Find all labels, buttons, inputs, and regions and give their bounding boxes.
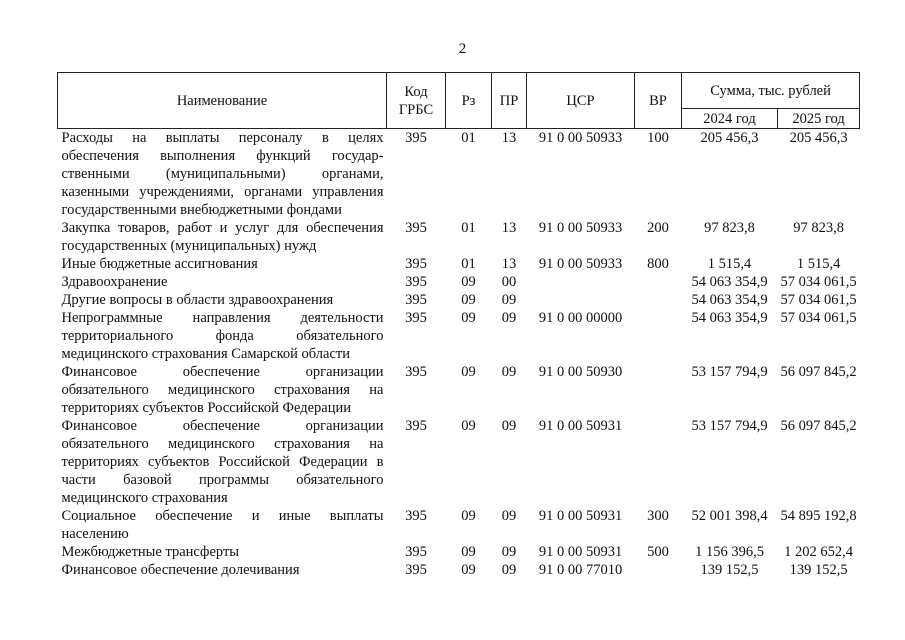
header-sum: Сумма, тыс. рублей bbox=[682, 73, 860, 109]
table-row bbox=[58, 291, 860, 309]
row-amount-2025: 57 034 061,5 bbox=[780, 292, 857, 308]
row-vr bbox=[635, 561, 682, 579]
row-pr: 09 bbox=[501, 418, 517, 434]
row-csr: 91 0 00 50933 bbox=[538, 130, 623, 146]
row-name: Здравоохранение bbox=[61, 274, 168, 290]
row-grbs: 395 bbox=[405, 256, 427, 272]
header-year-2025: 2025 год bbox=[778, 109, 860, 129]
row-vr bbox=[635, 363, 682, 417]
row-amount-2024: 52 001 398,4 bbox=[691, 508, 768, 524]
row-csr bbox=[527, 273, 635, 291]
row-grbs: 395 bbox=[405, 562, 427, 578]
row-vr: 500 bbox=[647, 544, 669, 560]
row-amount-2025: 57 034 061,5 bbox=[780, 274, 857, 290]
row-amount-2024: 1 515,4 bbox=[707, 256, 752, 272]
table-row bbox=[58, 363, 860, 417]
row-rz: 09 bbox=[461, 364, 476, 380]
row-amount-2024: 97 823,8 bbox=[704, 220, 755, 236]
row-amount-2025: 1 202 652,4 bbox=[784, 544, 853, 560]
row-pr: 00 bbox=[501, 274, 517, 290]
header-vr: ВР bbox=[635, 73, 682, 129]
row-amount-2025: 97 823,8 bbox=[793, 220, 844, 236]
row-name: Межбюджетные трансферты bbox=[61, 544, 240, 560]
row-csr: 91 0 00 77010 bbox=[538, 562, 623, 578]
row-csr: 91 0 00 50930 bbox=[538, 364, 623, 380]
row-rz: 09 bbox=[461, 544, 476, 560]
row-pr: 09 bbox=[501, 292, 517, 308]
row-amount-2025: 56 097 845,2 bbox=[780, 364, 857, 380]
row-name: Другие вопросы в области здравоохранения bbox=[61, 292, 334, 308]
header-name: Наименование bbox=[58, 73, 387, 129]
row-vr bbox=[635, 417, 682, 507]
table-row bbox=[58, 507, 860, 543]
row-rz: 09 bbox=[461, 418, 476, 434]
header-csr: ЦСР bbox=[527, 73, 635, 129]
row-csr bbox=[527, 291, 635, 309]
row-name: Закупка товаров, работ и услуг для обеспечения государственных (муниципальных) нужд bbox=[61, 220, 384, 254]
row-vr: 300 bbox=[647, 508, 669, 524]
table-row bbox=[58, 129, 860, 220]
row-amount-2024: 53 157 794,9 bbox=[691, 418, 768, 434]
table-row bbox=[58, 273, 860, 291]
row-grbs: 395 bbox=[405, 130, 427, 146]
row-amount-2024: 205 456,3 bbox=[700, 130, 759, 146]
row-csr: 91 0 00 50933 bbox=[538, 220, 623, 236]
row-vr bbox=[635, 273, 682, 291]
row-rz: 01 bbox=[461, 130, 476, 146]
row-rz: 09 bbox=[461, 562, 476, 578]
row-grbs: 395 bbox=[405, 220, 427, 236]
table-body bbox=[58, 129, 860, 580]
table-row bbox=[58, 417, 860, 507]
row-vr bbox=[635, 291, 682, 309]
table-row bbox=[58, 219, 860, 255]
row-grbs: 395 bbox=[405, 544, 427, 560]
table-row bbox=[58, 255, 860, 273]
row-pr: 09 bbox=[501, 364, 517, 380]
row-pr: 13 bbox=[501, 256, 517, 272]
row-name: Иные бюджетные ассигнования bbox=[61, 256, 258, 272]
row-rz: 01 bbox=[461, 256, 476, 272]
row-amount-2025: 56 097 845,2 bbox=[780, 418, 857, 434]
row-vr: 200 bbox=[647, 220, 669, 236]
row-pr: 09 bbox=[501, 562, 517, 578]
row-name: Финансовое обеспечение организации обязательного медицинского страхования на территориях субъектов Российской Федерации в части базовой программы обязательного медицинского страхования bbox=[61, 418, 384, 506]
row-rz: 01 bbox=[461, 220, 476, 236]
row-rz: 09 bbox=[461, 310, 476, 326]
row-amount-2024: 139 152,5 bbox=[700, 562, 759, 578]
row-grbs: 395 bbox=[405, 364, 427, 380]
row-csr: 91 0 00 50931 bbox=[538, 508, 623, 524]
page-number: 2 bbox=[458, 41, 467, 57]
row-name: Расходы на выплаты персоналу в целях обеспечения выполнения функций государ-ственными (муниципальными) органами, казенными учреждениями, органами управления государственными внебюджетными фондами bbox=[61, 130, 384, 218]
row-amount-2024: 1 156 396,5 bbox=[695, 544, 764, 560]
header-pr: ПР bbox=[492, 73, 527, 129]
table-header-row bbox=[58, 73, 860, 109]
row-grbs: 395 bbox=[405, 292, 427, 308]
row-amount-2025: 139 152,5 bbox=[789, 562, 848, 578]
row-vr: 100 bbox=[647, 130, 669, 146]
row-name: Непрограммные направления деятельности территориального фонда обязательного медицинского страхования Самарской области bbox=[61, 310, 384, 362]
row-csr: 91 0 00 00000 bbox=[538, 310, 623, 326]
row-vr: 800 bbox=[647, 256, 669, 272]
row-amount-2024: 54 063 354,9 bbox=[691, 274, 768, 290]
row-pr: 09 bbox=[501, 544, 517, 560]
budget-table bbox=[57, 72, 860, 579]
row-amount-2025: 54 895 192,8 bbox=[780, 508, 857, 524]
row-grbs: 395 bbox=[405, 508, 427, 524]
row-amount-2025: 57 034 061,5 bbox=[780, 310, 857, 326]
row-rz: 09 bbox=[461, 274, 476, 290]
row-rz: 09 bbox=[461, 292, 476, 308]
row-amount-2025: 205 456,3 bbox=[789, 130, 848, 146]
row-pr: 13 bbox=[501, 220, 517, 236]
row-pr: 09 bbox=[501, 310, 517, 326]
row-amount-2024: 54 063 354,9 bbox=[691, 310, 768, 326]
row-grbs: 395 bbox=[405, 418, 427, 434]
header-year-2024: 2024 год bbox=[682, 109, 778, 129]
row-name: Финансовое обеспечение долечивания bbox=[61, 562, 300, 578]
row-name: Финансовое обеспечение организации обязательного медицинского страхования на территориях субъектов Российской Федерации bbox=[61, 364, 384, 416]
header-grbs: Код ГРБС bbox=[387, 73, 446, 129]
header-rz: Рз bbox=[446, 73, 492, 129]
table-row bbox=[58, 543, 860, 561]
row-csr: 91 0 00 50933 bbox=[538, 256, 623, 272]
row-csr: 91 0 00 50931 bbox=[538, 418, 623, 434]
row-amount-2024: 54 063 354,9 bbox=[691, 292, 768, 308]
row-vr bbox=[635, 309, 682, 363]
row-grbs: 395 bbox=[405, 310, 427, 326]
table-row bbox=[58, 309, 860, 363]
row-grbs: 395 bbox=[405, 274, 427, 290]
row-pr: 13 bbox=[501, 130, 517, 146]
row-rz: 09 bbox=[461, 508, 476, 524]
row-name: Социальное обеспечение и иные выплаты населению bbox=[61, 508, 384, 542]
row-csr: 91 0 00 50931 bbox=[538, 544, 623, 560]
row-pr: 09 bbox=[501, 508, 517, 524]
row-amount-2024: 53 157 794,9 bbox=[691, 364, 768, 380]
table-row bbox=[58, 561, 860, 579]
row-amount-2025: 1 515,4 bbox=[796, 256, 841, 272]
